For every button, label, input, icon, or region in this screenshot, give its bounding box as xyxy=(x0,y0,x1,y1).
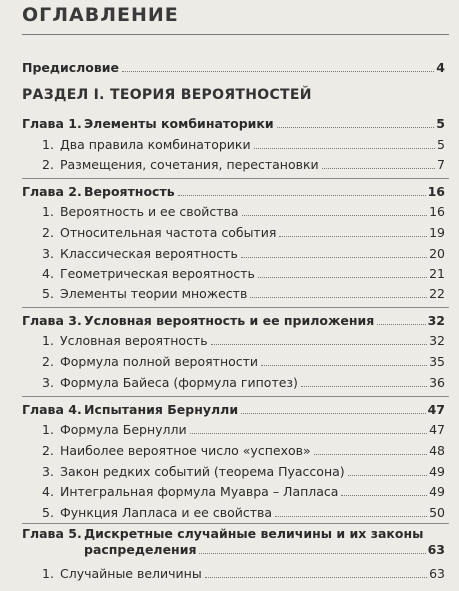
toc-page-number: 5 xyxy=(436,116,445,131)
item-number: 3. xyxy=(42,246,54,261)
item-number: 3. xyxy=(42,464,54,479)
toc-chapter-5[interactable] xyxy=(22,526,445,558)
leader-dots xyxy=(275,516,427,517)
leader-dots xyxy=(314,454,427,455)
leader-dots xyxy=(211,344,428,345)
toc-page-number: 47 xyxy=(429,422,445,437)
item-title: Случайные величины xyxy=(59,566,202,581)
item-number: 2. xyxy=(42,225,54,240)
leader-dots xyxy=(242,215,428,216)
item-title: Элементы теории множеств xyxy=(59,286,248,301)
item-number: 5. xyxy=(42,286,54,301)
leader-dots xyxy=(178,195,426,196)
item-title: Формула Байеса (формула гипотез) xyxy=(59,375,298,390)
toc-item[interactable] xyxy=(42,333,445,349)
chapter-title: Испытания Бернулли xyxy=(84,402,239,417)
item-title: Функция Лапласа и ее свойства xyxy=(59,505,273,520)
toc-page-number: 36 xyxy=(429,375,445,390)
leader-dots xyxy=(341,495,427,496)
toc-chapter-1[interactable] xyxy=(22,116,445,132)
leader-dots xyxy=(377,324,425,325)
item-number: 4. xyxy=(42,484,54,499)
chapter-number: Глава 1. xyxy=(22,116,82,131)
toc-page-number: 50 xyxy=(429,505,445,520)
leader-dots xyxy=(322,168,435,169)
toc-item[interactable] xyxy=(42,354,445,370)
chapter-title: Дискретные случайные величины и их законы xyxy=(84,526,424,541)
toc-page-number: 47 xyxy=(427,402,445,417)
toc-item[interactable] xyxy=(42,464,445,480)
chapter-title: Условная вероятность и ее приложения xyxy=(84,313,375,328)
toc-chapter-2[interactable] xyxy=(22,184,445,200)
item-number: 2. xyxy=(42,443,54,458)
item-number: 2. xyxy=(42,157,54,172)
page-title: ОГЛАВЛЕНИЕ xyxy=(22,4,179,26)
toc-item[interactable] xyxy=(42,266,445,282)
toc-item[interactable] xyxy=(42,375,445,391)
toc-page-number: 63 xyxy=(427,542,445,557)
toc-entry-preface[interactable] xyxy=(22,60,445,76)
chapter-divider xyxy=(22,396,449,397)
toc-page-number: 16 xyxy=(429,204,445,219)
item-number: 4. xyxy=(42,266,54,281)
leader-dots xyxy=(241,413,426,414)
toc-item[interactable] xyxy=(42,204,445,220)
item-title: Относительная частота события xyxy=(59,225,277,240)
toc-chapter-4[interactable] xyxy=(22,402,445,418)
leader-dots xyxy=(199,553,425,554)
toc-page-number: 22 xyxy=(429,286,445,301)
section-heading: РАЗДЕЛ I. ТЕОРИЯ ВЕРОЯТНОСТЕЙ xyxy=(22,87,312,103)
toc-item[interactable] xyxy=(42,157,445,173)
leader-dots xyxy=(190,433,427,434)
leader-dots xyxy=(277,127,435,128)
chapter-number: Глава 3. xyxy=(22,313,82,328)
toc-page-number: 32 xyxy=(429,333,445,348)
toc-page-number: 20 xyxy=(429,246,445,261)
chapter-number: Глава 5. xyxy=(22,526,82,541)
chapter-number: Глава 4. xyxy=(22,402,82,417)
leader-dots xyxy=(258,277,427,278)
item-number: 5. xyxy=(42,505,54,520)
toc-item[interactable] xyxy=(42,137,445,153)
item-number: 1. xyxy=(42,422,54,437)
toc-page-number: 49 xyxy=(429,464,445,479)
toc-page-number: 32 xyxy=(427,313,445,328)
chapter-divider xyxy=(22,307,449,308)
leader-dots xyxy=(279,236,427,237)
chapter-title-continued: распределения xyxy=(84,542,197,557)
item-number: 1. xyxy=(42,204,54,219)
toc-page-number: 48 xyxy=(429,443,445,458)
toc-page-number: 5 xyxy=(437,137,445,152)
item-number: 2. xyxy=(42,354,54,369)
toc-page-number: 4 xyxy=(436,60,445,75)
chapter-title: Вероятность xyxy=(84,184,175,199)
toc-item[interactable] xyxy=(42,225,445,241)
toc-item[interactable] xyxy=(42,286,445,302)
toc-item[interactable] xyxy=(42,566,445,582)
item-title: Геометрическая вероятность xyxy=(59,266,255,281)
toc-item[interactable] xyxy=(42,443,445,459)
title-divider xyxy=(22,34,449,35)
toc-page-number: 63 xyxy=(429,566,445,581)
toc-chapter-3[interactable] xyxy=(22,313,445,329)
toc-page-number: 35 xyxy=(429,354,445,369)
item-number: 1. xyxy=(42,137,54,152)
item-number: 1. xyxy=(42,333,54,348)
chapter-divider xyxy=(22,523,449,524)
item-title: Формула Бернулли xyxy=(59,422,187,437)
leader-dots xyxy=(122,71,434,72)
toc-entry-label: Предисловие xyxy=(22,60,120,75)
item-title: Классическая вероятность xyxy=(59,246,238,261)
toc-page-number: 7 xyxy=(437,157,445,172)
toc-page-number: 21 xyxy=(429,266,445,281)
chapter-divider xyxy=(22,178,449,179)
toc-page-number: 19 xyxy=(429,225,445,240)
item-title: Условная вероятность xyxy=(59,333,208,348)
item-title: Интегральная формула Муавра – Лапласа xyxy=(59,484,339,499)
item-title: Размещения, сочетания, перестановки xyxy=(59,157,319,172)
chapter-title: Элементы комбинаторики xyxy=(84,116,274,131)
leader-dots xyxy=(205,577,427,578)
leader-dots xyxy=(348,475,427,476)
toc-page-number: 49 xyxy=(429,484,445,499)
item-number: 3. xyxy=(42,375,54,390)
toc-page-number: 16 xyxy=(427,184,445,199)
item-title: Закон редких событий (теорема Пуассона) xyxy=(59,464,345,479)
item-number: 1. xyxy=(42,566,54,581)
toc-item[interactable] xyxy=(42,505,445,521)
toc-item[interactable] xyxy=(42,246,445,262)
chapter-number: Глава 2. xyxy=(22,184,82,199)
toc-item[interactable] xyxy=(42,422,445,438)
leader-dots xyxy=(241,257,427,258)
leader-dots xyxy=(250,297,427,298)
item-title: Два правила комбинаторики xyxy=(59,137,251,152)
item-title: Наиболее вероятное число «успехов» xyxy=(59,443,311,458)
item-title: Вероятность и ее свойства xyxy=(59,204,239,219)
leader-dots xyxy=(254,148,435,149)
leader-dots xyxy=(261,365,427,366)
item-title: Формула полной вероятности xyxy=(59,354,259,369)
toc-item[interactable] xyxy=(42,484,445,500)
leader-dots xyxy=(301,386,427,387)
